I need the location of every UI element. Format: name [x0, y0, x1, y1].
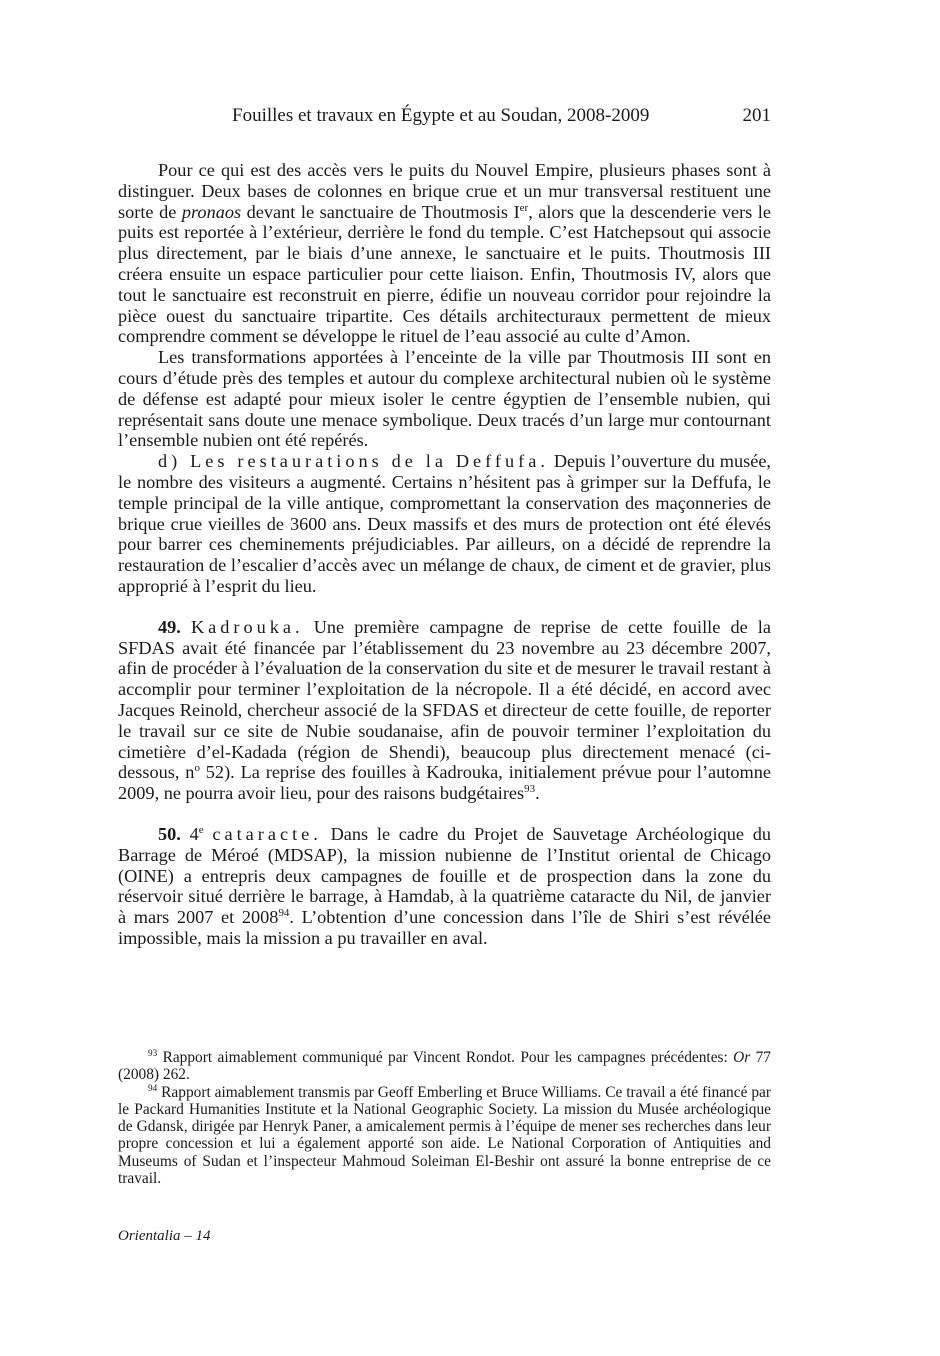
superscript-o: o: [194, 762, 200, 775]
section-number: 49.: [158, 616, 181, 637]
text-run: Rapport aimablement transmis par Geoff Emberling et Bruce Williams. Ce travail a été financé par le Packard Humanities Institute et la National Geographic Society. La mission du Musée archéologique de Gdansk, dirigée par Henryk Paner, a amicalement permis à l’équipe de mener ses recherches dans leur propre concession et lui a également apporté son aide. Le National Corporation of Antiquities and Museums of Sudan et l’inspecteur Mahmoud Soleiman El-Beshir ont assuré la bonne entreprise de ce travail.: [118, 1083, 771, 1188]
emphasis-pronaos: pronaos: [181, 201, 242, 222]
paragraph-deffufa: [118, 451, 771, 597]
subsection-label: d) Les restaurations de la Deffufa.: [158, 451, 549, 472]
paragraph-enceinte: Les transformations apportées à l’enceinte de la ville par Thoutmosis III sont en cours d’étude près des temples et autour du complexe architectural nubien où le système de défense est adapté pour mieux isoler le centre égyptien de l’ensemble nubien, qui représentait sans doute une menace symbolique. Deux tracés d’un large mur contournant l’ensemble nubien ont été repérés.: [118, 347, 771, 451]
text-run: 52). La reprise des fouilles à Kadrouka, initialement prévue pour l’automne 2009, ne pourra avoir lieu, pour des raisons budgétaires: [118, 762, 771, 804]
text-run: Une première campagne de reprise de cette fouille de la SFDAS avait été financée par l’établissement du 23 novembre au 23 décembre 2007, afin de procéder à l’évaluation de la conservation du site et de mesurer le travail restant à accomplir pour terminer l’exploitation de la nécropole. Il a été décidé, en accord avec Jacques Reinold, chercheur associé de la SFDAS et directeur de cette fouille, de reporter le travail sur ce site de Nubie soudanaise, afin de pouvoir terminer l’exploitation du cimetière d’el-Kadada (région de Shendi), beaucoup plus directement menacé (ci-dessous, n: [118, 616, 771, 783]
running-header: [118, 105, 771, 135]
section-50-cataracte: [118, 824, 771, 949]
footnotes: [118, 1049, 771, 1187]
ordinal-number: 4: [189, 823, 199, 844]
text-run: . L’obtention d’une concession dans l’île de Shiri s’est révélée impossible, mais la mission a pu travailler en aval.: [118, 907, 772, 948]
text-run: devant le sanctuaire de Thoutmosis I: [241, 201, 520, 222]
footnote-94: [118, 1084, 771, 1188]
main-text: [118, 160, 771, 949]
section-number: 50.: [158, 823, 181, 844]
footnote-ref[interactable]: 94: [278, 907, 290, 919]
superscript-e: e: [198, 823, 204, 836]
section-heading: cataracte.: [212, 823, 322, 844]
text-run: Pour ce qui est des accès vers le puits du Nouvel Empire, plusieurs phases sont à distinguer. Deux bases de colonnes en brique crue et un mur transversal restituent une sorte de: [118, 160, 771, 222]
text-run: Rapport aimablement communiqué par Vincent Rondot. Pour les campagnes précédentes:: [157, 1049, 734, 1066]
page-number: 201: [742, 105, 771, 126]
text-run: , alors que la descenderie vers le puits est reportée à l’extérieur, derrière le fond du temple. C’est Hatchepsout qui associe plus directement, par le biais d’une annexe, le sanctuaire et le puits. Thoutmosis III créera ensuite un espace particulier pour cette liaison. Enfin, Thoutmosis IV, alors que tout le sanctuaire est reconstruit en pierre, édifie un nouveau corridor pour rejoindre la pièce ouest du sanctuaire tripartite. Ces détails architecturaux permettent de mieux comprendre comment se développe le rituel de l’eau associé au culte d’Amon.: [118, 201, 771, 347]
paragraph-puits: [118, 160, 771, 347]
text-run: 77 (2008) 262.: [118, 1049, 771, 1084]
section-49-kadrouka: [118, 617, 771, 804]
running-title: Fouilles et travaux en Égypte et au Soudan, 2008-2009: [232, 105, 650, 126]
signature-mark: Orientalia – 14: [118, 1228, 211, 1244]
text-run: .: [535, 783, 540, 804]
section-heading: Kadrouka.: [190, 616, 304, 637]
footnote-ref[interactable]: 93: [524, 783, 536, 796]
superscript-er: er: [519, 201, 529, 214]
footnote-mark: 93: [148, 1047, 158, 1058]
footnote-mark: 94: [148, 1082, 158, 1093]
text-run: Dans le cadre du Projet de Sauvetage Archéologique du Barrage de Méroé (MDSAP), la mission nubienne de l’Institut oriental de Chicago (OINE) a entrepris deux campagnes de fouille et de prospection dans la zone du réservoir situé derrière le barrage, à Hamdab, à la quatrième cataracte du Nil, de janvier à mars 2007 et 2008: [118, 823, 771, 928]
emphasis-or: Or: [733, 1049, 751, 1066]
text-run: Depuis l’ouverture du musée, le nombre des visiteurs a augmenté. Certains n’hésitent pas à grimper sur la Deffufa, le temple principal de la ville antique, compromettant la conservation des maçonneries de brique crue vieilles de 3600 ans. Deux massifs et des murs de protection ont été élevés pour barrer ces cheminements préjudiciables. Par ailleurs, on a décidé de reprendre la restauration de l’escalier d’accès avec un mélange de chaux, de ciment et de gravier, plus approprié à l’esprit du lieu.: [118, 451, 771, 596]
footnote-93: [118, 1049, 771, 1084]
